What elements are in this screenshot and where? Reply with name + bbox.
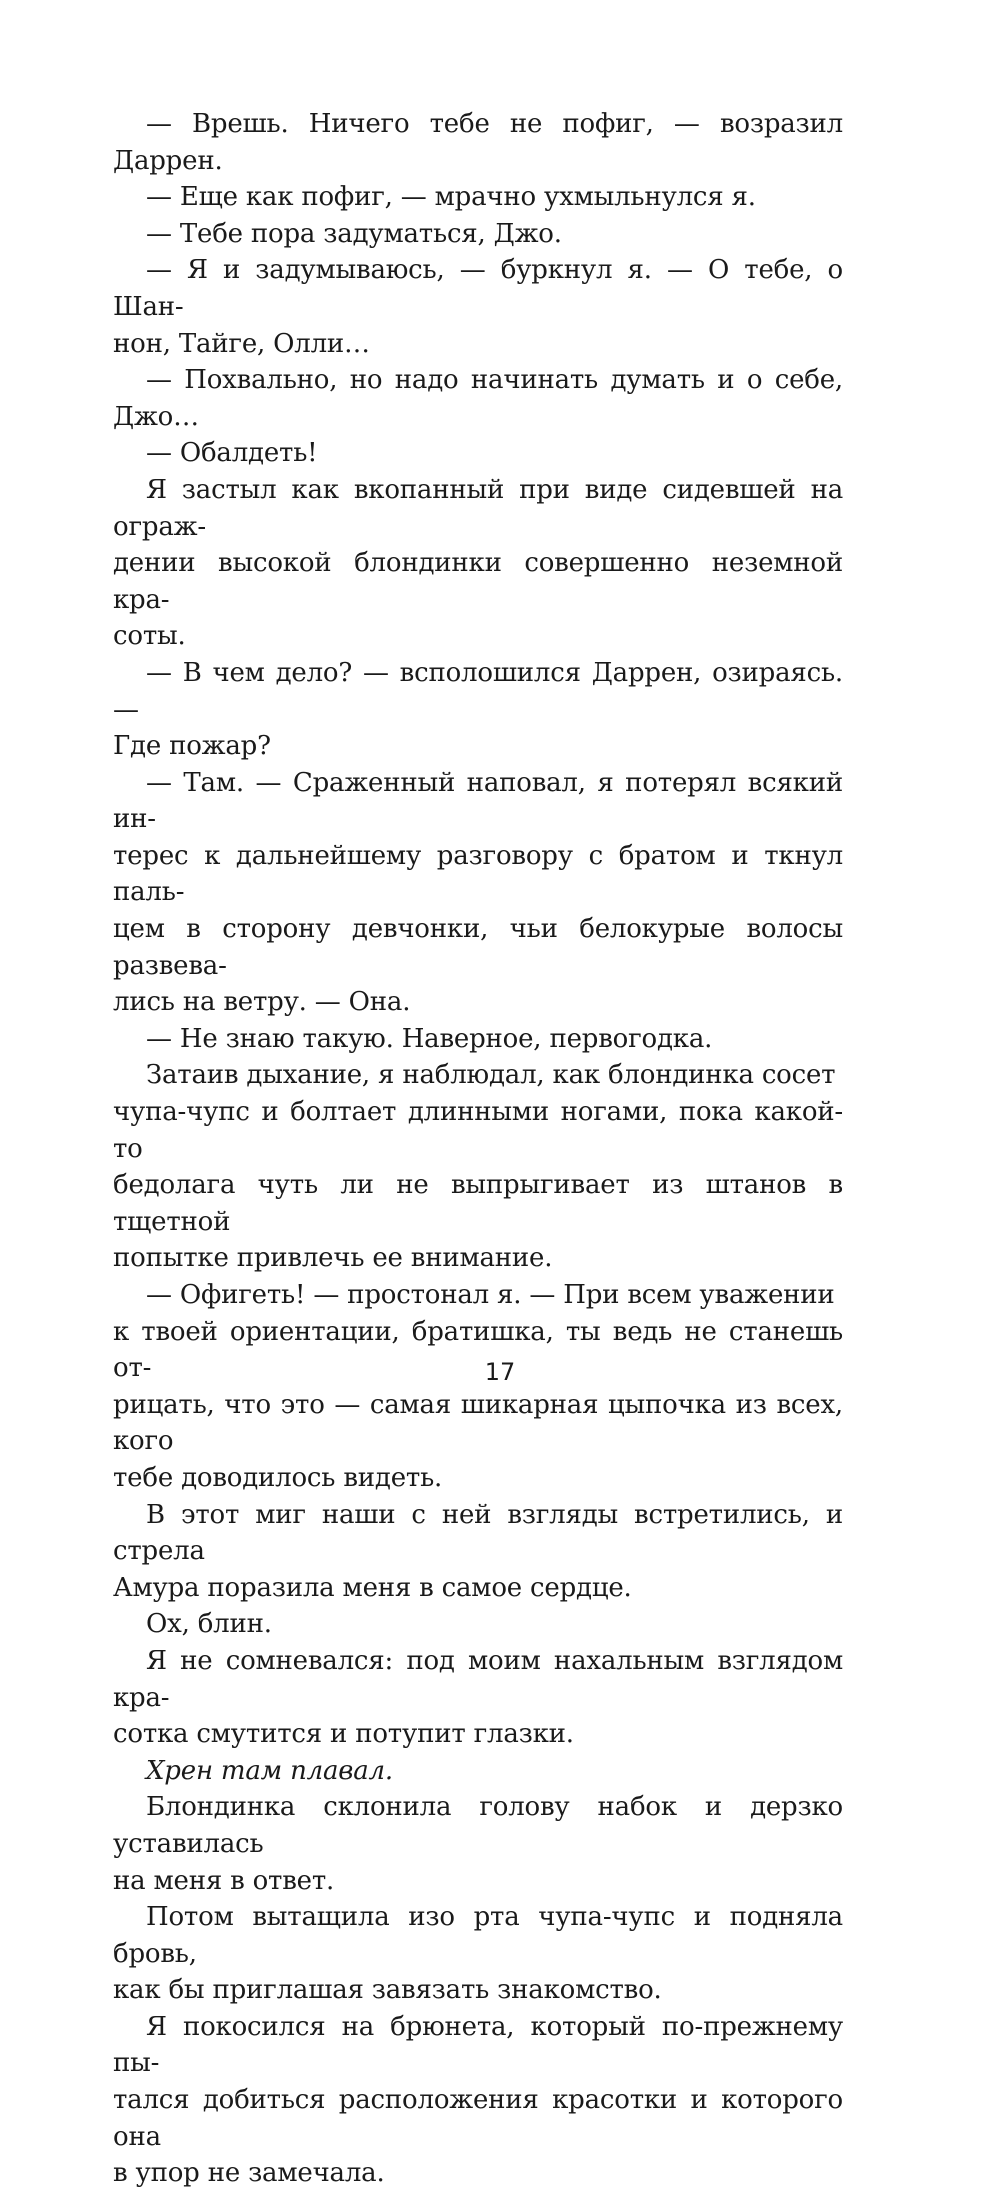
paragraph-12: — Офигеть! — простонал я. — При всем уважении к твоей ориентации, братишка, ты ведь не станешь от- рицать, что это — самая шикарная цыпочка из всех, кого тебе доводилось видеть. bbox=[113, 1280, 843, 1493]
paragraph-17: Блондинка склонила голову набок и дерзко уставилась на меня в ответ. bbox=[113, 1792, 843, 1896]
paragraph-3: — Тебе пора задуматься, Джо. bbox=[146, 218, 562, 249]
paragraph-13: В этот миг наши с ней взгляды встретились, и стрела Амура поразила меня в самое сердце. bbox=[113, 1499, 843, 1603]
paragraph-8: — В чем дело? — всполошился Даррен, озираясь. — Где пожар? bbox=[113, 657, 843, 762]
paragraph-5: — Похвально, но надо начинать думать и о себе, Джо… bbox=[113, 365, 843, 432]
paragraph-14: Ох, блин. bbox=[146, 1609, 272, 1640]
paragraph-6: — Обалдеть! bbox=[146, 438, 318, 469]
body-text bbox=[113, 106, 843, 2192]
paragraph-1: — Врешь. Ничего тебе не пофиг, — возразил Даррен. bbox=[113, 109, 843, 176]
paragraph-4: — Я и задумываюсь, — буркнул я. — О тебе, о Шан- нон, Тайге, Олли… bbox=[113, 255, 843, 359]
paragraph-2: — Еще как пофиг, — мрачно ухмыльнулся я. bbox=[146, 182, 756, 213]
page-number: 17 bbox=[484, 1358, 516, 1386]
paragraph-7: Я застыл как вкопанный при виде сидевшей на ограж- дении высокой блондинки совершенно неземной кра- соты. bbox=[113, 474, 843, 652]
paragraph-18: Потом вытащила изо рта чупа-чупс и подняла бровь, как бы приглашая завязать знакомство. bbox=[113, 1902, 843, 2006]
paragraph-9: — Там. — Сраженный наповал, я потерял всякий ин- терес к дальнейшему разговору с братом и ткнул паль- цем в сторону девчонки, чьи белокурые волосы развева- лись на ветру. — Она. bbox=[113, 767, 843, 1018]
paragraph-11: Затаив дыхание, я наблюдал, как блондинка сосет чупа-чупс и болтает длинными ногами, пока какой-то бедолага чуть ли не выпрыгивает из штанов в тщетной попытке привлечь ее внимание. bbox=[113, 1060, 843, 1274]
paragraph-16-italic: Хрен там плавал. bbox=[146, 1755, 393, 1786]
paragraph-15: Я не сомневался: под моим нахальным взглядом кра- сотка смутится и потупит глазки. bbox=[113, 1645, 843, 1750]
paragraph-10: — Не знаю такую. Наверное, первогодка. bbox=[146, 1023, 713, 1054]
paragraph-19: Я покосился на брюнета, который по-прежнему пы- тался добиться расположения красотки и которого она в упор не замечала. bbox=[113, 2011, 843, 2189]
